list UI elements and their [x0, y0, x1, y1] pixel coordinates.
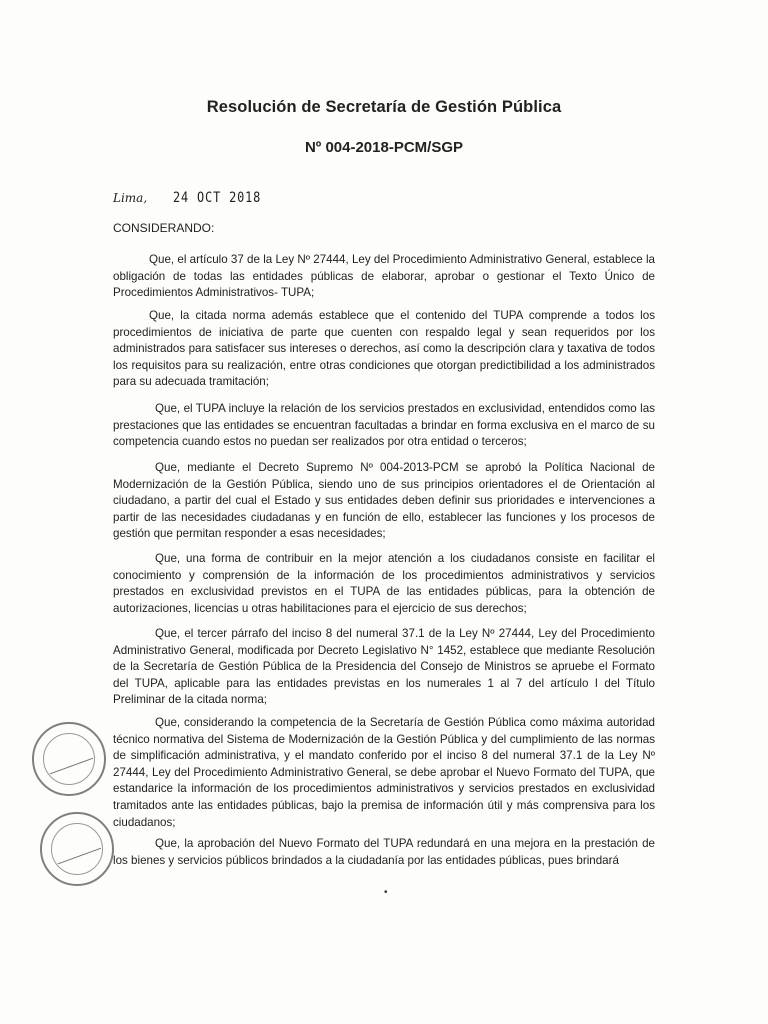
paragraph-text: Que, el artículo 37 de la Ley Nº 27444, Ley del Procedimiento Administrativo General, establece la obligación de todas las entidades públicas de elaborar, aprobar o gestionar el Texto Único de Procedimientos Administrativos- TUPA; [113, 253, 655, 300]
paragraph [113, 308, 655, 391]
paragraph-text: Que, una forma de contribuir en la mejor atención a los ciudadanos consiste en facilitar el conocimiento y comprensión de la información de los procedimientos administrativos y servicios prestados en exclusividad previstos en el TUPA de las entidades públicas, para la obtención de autorizaciones, licencias u otras habilitaciones para el ejercicio de sus derechos; [113, 552, 655, 615]
resolution-number: Nº 004-2018-PCM/SGP [304, 139, 464, 156]
date-stamp: 24 OCT 2018 [172, 190, 261, 206]
place-label: Lima, [113, 191, 148, 205]
paragraph [113, 252, 655, 302]
official-seal [40, 812, 114, 886]
paragraph [113, 460, 655, 543]
paragraph-text: Que, la citada norma además establece que el contenido del TUPA comprende a todos los procedimientos de iniciativa de parte que cuenten con respaldo legal y sean requeridos por los administrados para satisfacer sus intereses o derechos, así como la descripción clara y taxativa de todos los requisitos para su realización, entre otras condiciones que otorgan predictibilidad a los administrados para su adecuada tramitación; [113, 309, 655, 389]
paragraph [113, 551, 655, 617]
considerando-heading: CONSIDERANDO: [113, 221, 215, 235]
paragraph [113, 401, 655, 451]
resolution-title: Resolución de Secretaría de Gestión Pública [206, 98, 562, 116]
paragraph-text: Que, considerando la competencia de la Secretaría de Gestión Pública como máxima autoridad técnico normativa del Sistema de Modernización de la Gestión Pública y del cumplimiento de las normas de simplificación administrativa, y el mandato conferido por el inciso 8 del numeral 37.1 de la Ley Nº 27444, Ley del Procedimiento Administrativo General, se debe aprobar el Nuevo Formato del TUPA, que estandarice la información de los procedimientos administrativos y servicios prestados en exclusividad tramitados ante las entidades públicas, bajo la premisa de información útil y más comprensiva para los ciudadanos; [113, 716, 655, 829]
place-date-line [113, 190, 277, 206]
official-seal [32, 722, 106, 796]
paragraph [113, 626, 655, 709]
paragraph [113, 715, 655, 831]
paragraph-text: Que, mediante el Decreto Supremo Nº 004-2013-PCM se aprobó la Política Nacional de Modernización de la Gestión Pública, siendo uno de sus principios orientadores el de Orientación al ciudadano, a partir del cual el Estado y sus entidades deben definir sus prioridades e intervenciones a partir de las necesidades ciudadanas y en función de ello, establecer las funciones y los procesos de gestión que permitan responder a esas necesidades; [113, 461, 655, 541]
paragraph [113, 836, 655, 869]
paragraph-text: Que, el tercer párrafo del inciso 8 del numeral 37.1 de la Ley Nº 27444, Ley del Procedimiento Administrativo General, modificada por Decreto Legislativo N° 1452, establece que mediante Resolución de la Secretaría de Gestión Pública de la Presidencia del Consejo de Ministros se apruebe el Formato del TUPA, aplicable para las entidades previstas en los numerales 1 al 7 del artículo I del Título Preliminar de la citada norma; [113, 627, 655, 707]
page-mark: • [384, 887, 388, 898]
paragraph-text: Que, el TUPA incluye la relación de los servicios prestados en exclusividad, entendidos como las prestaciones que las entidades se encuentran facultadas a brindar en forma exclusiva en el marco de su competencia cuando estos no puedan ser realizados por otra entidad o terceros; [113, 402, 655, 449]
paragraph-text: Que, la aprobación del Nuevo Formato del TUPA redundará en una mejora en la prestación de los bienes y servicios públicos brindados a la ciudadanía por las entidades públicas, pues brindará [113, 837, 655, 867]
